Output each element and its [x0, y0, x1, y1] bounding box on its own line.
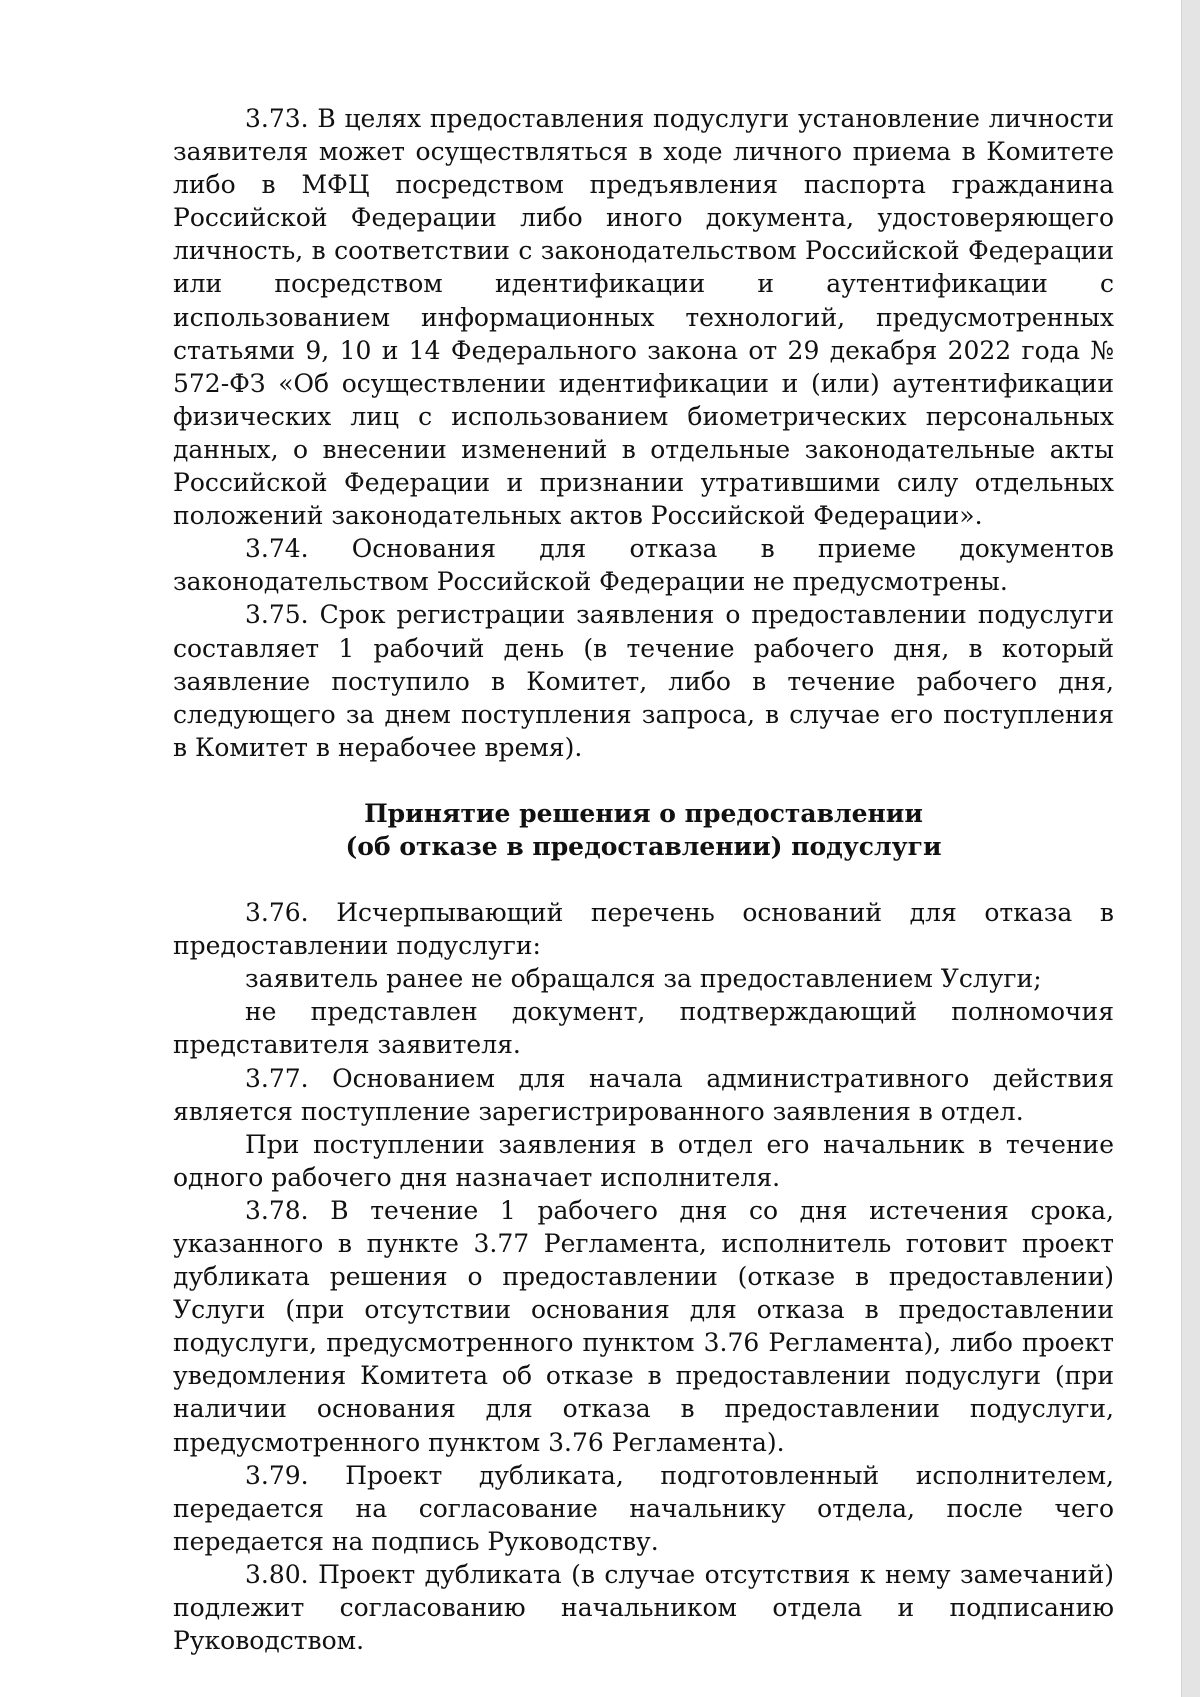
paragraph-3-75: 3.75. Срок регистрации заявления о предоставлении подуслуги составляет 1 рабочий день (в течение рабочего дня, в который заявление поступило в Комитет, либо в течение рабочего дня, следующего за днем поступления запроса, в случае его поступления в Комитет в нерабочее время).	[173, 600, 1114, 762]
page-edge	[1181, 0, 1200, 1697]
section-heading-line-2: (об отказе в предоставлении) подуслуги	[345, 831, 942, 861]
paragraph-3-77-continued: При поступлении заявления в отдел его начальник в течение одного рабочего дня назначает исполнителя.	[173, 1129, 1114, 1192]
document-body	[173, 102, 1114, 1657]
paragraph-3-78: 3.78. В течение 1 рабочего дня со дня истечения срока, указанного в пункте 3.77 Регламента, исполнитель готовит проект дубликата решения о предоставлении (отказе в предоставлении) Услуги (при отсутствии основания для отказа в предоставлении подуслуги, предусмотренного пунктом 3.76 Регламента), либо проект уведомления Комитета об отказе в предоставлении подуслуги (при наличии основания для отказа в предоставлении подуслуги, предусмотренного пунктом 3.76 Регламента).	[173, 1195, 1114, 1457]
paragraph-3-80: 3.80. Проект дубликата (в случае отсутствия к нему замечаний) подлежит согласованию начальником отдела и подписанию Руководством.	[173, 1559, 1114, 1656]
paragraph-3-76-item-2: не представлен документ, подтверждающий полномочия представителя заявителя.	[173, 997, 1114, 1060]
section-heading	[173, 797, 1114, 863]
paragraph-3-79: 3.79. Проект дубликата, подготовленный исполнителем, передается на согласование начальнику отдела, после чего передается на подпись Руководству.	[173, 1460, 1114, 1556]
section-heading-line-1: Принятие решения о предоставлении	[364, 798, 923, 828]
paragraph-3-74: 3.74. Основания для отказа в приеме документов законодательством Российской Федерации не предусмотрены.	[173, 534, 1114, 597]
paragraph-3-77: 3.77. Основанием для начала административного действия является поступление зарегистрированного заявления в отдел.	[173, 1063, 1114, 1126]
paragraph-3-73: 3.73. В целях предоставления подуслуги установление личности заявителя может осуществляться в ходе личного приема в Комитете либо в МФЦ посредством предъявления паспорта гражданина Российской Федерации либо иного документа, удостоверяющего личность, в соответствии с законодательством Российской Федерации или посредством идентификации и аутентификации с использованием информационных технологий, предусмотренных статьями 9, 10 и 14 Федерального закона от 29 декабря 2022 года № 572-ФЗ «Об осуществлении идентификации и (или) аутентификации физических лиц с использованием биометрических персональных данных, о внесении изменений в отдельные законодательные акты Российской Федерации и признании утратившими силу отдельных положений законодательных актов Российской Федерации».	[173, 104, 1114, 531]
paragraph-3-76: 3.76. Исчерпывающий перечень оснований для отказа в предоставлении подуслуги:	[173, 898, 1114, 961]
paragraph-3-76-item-1: заявитель ранее не обращался за предоставлением Услуги;	[245, 964, 1042, 994]
